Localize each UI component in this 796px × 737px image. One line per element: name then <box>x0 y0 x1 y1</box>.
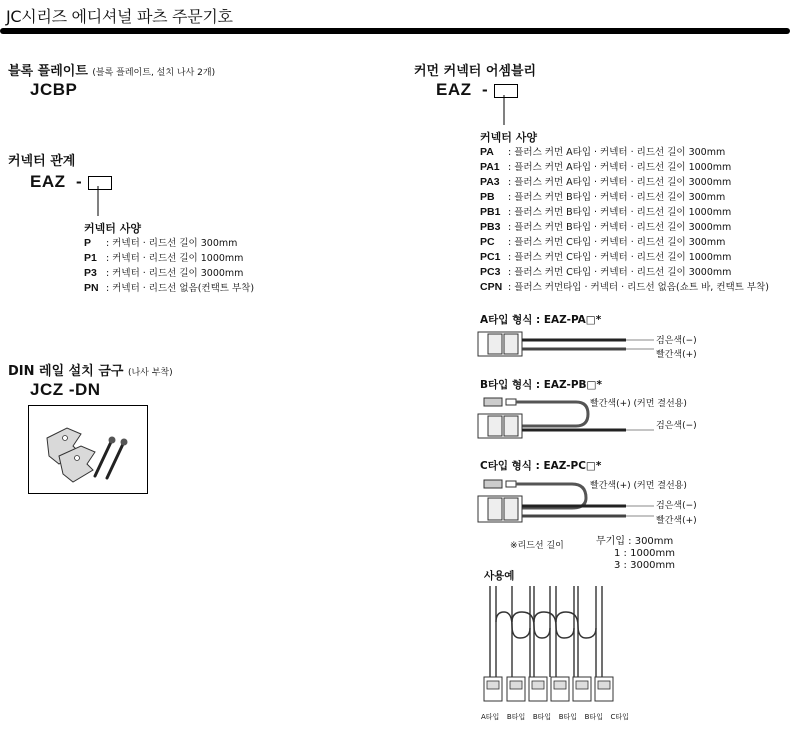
example-label: B타입 <box>558 713 578 721</box>
spec-code: P1 <box>84 252 97 264</box>
din-bracket-drawing <box>29 406 147 493</box>
example-label: A타입 <box>481 713 500 721</box>
usage-example-labels <box>481 712 629 722</box>
block-plate-code: JCBP <box>30 80 78 99</box>
connector-spec-box <box>88 176 112 190</box>
page-title: JC시리즈 에디셔널 파츠 주문기호 <box>6 7 233 26</box>
spec-code: CPN <box>480 281 503 293</box>
example-label: B타입 <box>584 713 603 721</box>
spec-desc: : 플러스 커먼 A타입 · 커넥터 · 리드선 길이 1000mm <box>508 162 732 173</box>
example-label: B타입 <box>532 713 552 721</box>
list-item <box>84 266 254 281</box>
connector-spec-title: 커넥터 사양 <box>84 222 141 235</box>
spec-code: P3 <box>84 267 97 279</box>
list-item <box>480 190 769 205</box>
common-spec-list <box>480 145 769 295</box>
spec-desc: : 플러스 커먼 C타입 · 커넥터 · 리드선 길이 300mm <box>508 237 726 248</box>
spec-desc: : 플러스 커먼 B타입 · 커넥터 · 리드선 길이 3000mm <box>508 222 732 233</box>
spec-desc: : 플러스 커먼 A타입 · 커넥터 · 리드선 길이 3000mm <box>508 177 732 188</box>
spec-code: PC <box>480 236 495 248</box>
spec-code: PB3 <box>480 221 501 233</box>
spec-code: P <box>84 237 92 249</box>
spec-code: PC1 <box>480 251 501 263</box>
spec-desc: : 플러스 커먼 C타입 · 커넥터 · 리드선 길이 1000mm <box>508 252 732 263</box>
type-c-red-label: 빨간색(+) <box>656 516 697 526</box>
common-title: 커먼 커넥터 어셈블리 <box>414 64 537 79</box>
spec-desc: : 플러스 커먼 B타입 · 커넥터 · 리드선 길이 300mm <box>508 192 726 203</box>
type-c-red-common-label: 빨간색(+) (커먼 결선용) <box>590 481 687 491</box>
lead-length-item: 3 : 3000mm <box>614 560 676 571</box>
connector-code: EAZ - <box>30 172 83 191</box>
din-note: (나사 부착) <box>127 368 173 378</box>
type-b-black-label: 검은색(−) <box>656 421 697 431</box>
list-item <box>84 281 254 296</box>
list-item <box>480 205 769 220</box>
connector-title: 커넥터 관계 <box>8 154 76 169</box>
spec-code: PB1 <box>480 206 501 218</box>
list-item <box>480 145 769 160</box>
spec-code: PB <box>480 191 495 203</box>
type-c-black-label: 검은색(−) <box>656 501 697 511</box>
spec-desc: : 플러스 커먼 A타입 · 커넥터 · 리드선 길이 300mm <box>508 147 726 158</box>
list-item <box>480 175 769 190</box>
list-item <box>84 251 254 266</box>
lead-length-item: 1 : 1000mm <box>614 548 676 559</box>
block-plate-note: (블록 플레이트, 설치 나사 2개) <box>92 68 216 78</box>
type-c-title: C타입 형식 : EAZ-PC□* <box>480 460 602 472</box>
lead-length-note: ※리드선 길이 <box>510 541 564 551</box>
spec-desc: : 플러스 커먼타입 · 커넥터 · 리드선 없음(쇼트 바, 컨택트 부착) <box>508 282 769 293</box>
list-item <box>480 235 769 250</box>
type-b-title: B타입 형식 : EAZ-PB□* <box>480 379 602 391</box>
list-item <box>480 280 769 295</box>
type-b-red-common-label: 빨간색(+) (커먼 결선용) <box>590 399 687 409</box>
spec-desc: : 플러스 커먼 C타입 · 커넥터 · 리드선 길이 3000mm <box>508 267 732 278</box>
spec-code: PA <box>480 146 494 158</box>
block-plate-title: 블록 플레이트 <box>8 64 88 79</box>
spec-desc: : 커넥터 · 리드선 길이 3000mm <box>106 268 244 279</box>
spec-desc: : 커넥터 · 리드선 길이 300mm <box>106 238 238 249</box>
spec-code: PA3 <box>480 176 500 188</box>
spec-desc: : 플러스 커먼 B타입 · 커넥터 · 리드선 길이 1000mm <box>508 207 732 218</box>
title-rule <box>0 28 790 34</box>
spec-code: PA1 <box>480 161 500 173</box>
din-heading <box>8 360 173 379</box>
example-title: 사용예 <box>484 570 515 582</box>
spec-desc: : 커넥터 · 리드선 길이 1000mm <box>106 253 244 264</box>
connector-spec-list <box>84 236 254 296</box>
list-item <box>480 265 769 280</box>
spec-code: PN <box>84 282 99 294</box>
lead-length-list <box>596 536 675 572</box>
list-item <box>84 236 254 251</box>
common-spec-title: 커넥터 사양 <box>480 131 537 144</box>
common-spec-box <box>494 84 518 98</box>
block-plate-heading <box>8 60 215 79</box>
din-title: DIN 레일 설치 금구 <box>8 364 124 379</box>
common-leader-line <box>502 95 506 125</box>
lead-length-item: 무기입 : 300mm <box>596 536 674 547</box>
connector-leader-line <box>96 186 100 216</box>
din-bracket-image <box>28 405 148 494</box>
type-a-red-label: 빨간색(+) <box>656 350 697 360</box>
list-item <box>480 160 769 175</box>
common-code: EAZ - <box>436 80 489 99</box>
type-a-title: A타입 형식 : EAZ-PA□* <box>480 314 602 326</box>
usage-example-drawing <box>472 582 622 712</box>
spec-code: PC3 <box>480 266 501 278</box>
example-label: B타입 <box>506 713 526 721</box>
type-a-drawing <box>476 326 656 362</box>
type-a-black-label: 검은색(−) <box>656 336 697 346</box>
din-code: JCZ -DN <box>30 380 101 399</box>
list-item <box>480 250 769 265</box>
example-label: C타입 <box>610 713 629 721</box>
spec-desc: : 커넥터 · 리드선 없음(컨택트 부착) <box>106 283 255 294</box>
list-item <box>480 220 769 235</box>
